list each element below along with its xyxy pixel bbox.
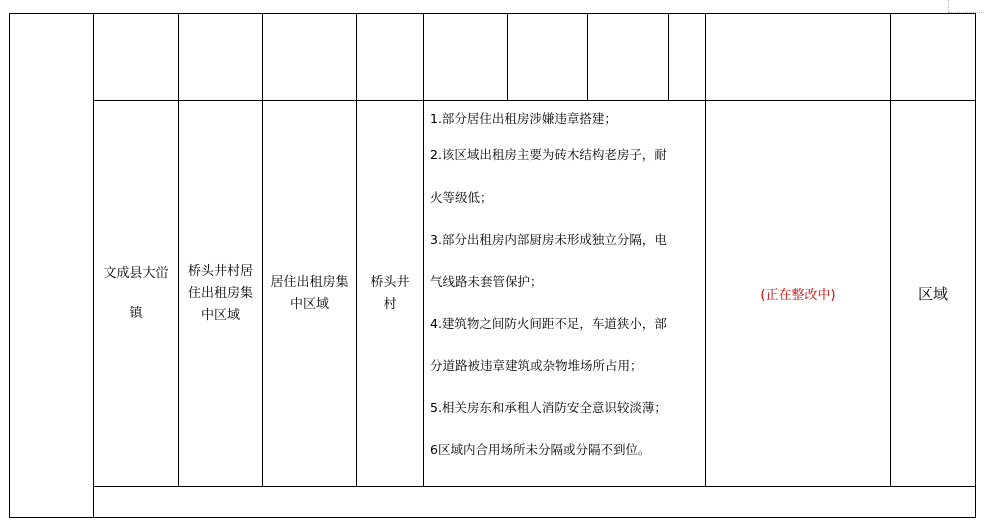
issue-line: 分道路被违章建筑或杂物堆场所占用； (430, 358, 643, 373)
table-cell (891, 14, 976, 101)
table-cell (94, 14, 179, 101)
table-row-empty-top (10, 14, 976, 101)
town-text: 文成县大峃镇 (103, 265, 169, 321)
village-cell (357, 101, 424, 487)
status-text: (正在整改中) (760, 288, 836, 303)
village-text: 桥头井村 (370, 274, 410, 312)
table-cell (424, 14, 508, 101)
area-type-text: 居住出租房集中区域 (270, 274, 349, 312)
table-row-empty-bottom (10, 487, 976, 518)
issue-line: 6区域内合用场所未分隔或分隔不到位。 (430, 442, 651, 457)
table-row-data (10, 101, 976, 487)
area-name-text: 桥头井村居住出租房集中区域 (187, 263, 253, 323)
table-cell (179, 14, 263, 101)
table-cell (508, 14, 588, 101)
issue-line: 3.部分出租房内部厨房未形成独立分隔，电 (430, 232, 667, 247)
issue-line: 1.部分居住出租房涉嫌违章搭建； (430, 111, 617, 126)
table-cell (588, 14, 669, 101)
table-cell (706, 14, 891, 101)
issue-line: 2.该区域出租房主要为砖木结构老房子，耐 (430, 147, 667, 162)
area-type-cell (263, 101, 357, 487)
issue-line: 气线路未套管保护； (430, 274, 543, 289)
scope-cell (891, 101, 976, 487)
issues-cell (424, 101, 706, 487)
status-cell (706, 101, 891, 487)
table-cell (669, 14, 706, 101)
page-margin-marker-vertical (948, 0, 949, 12)
table-cell (94, 487, 976, 518)
issue-line: 5.相关房东和承租人消防安全意识较淡薄； (430, 400, 667, 415)
table-cell (357, 14, 424, 101)
scope-text: 区域 (917, 285, 948, 303)
left-merged-cell (10, 14, 94, 518)
issue-line: 火等级低； (430, 190, 493, 205)
issue-line: 4.建筑物之间防火间距不足，车道狭小，部 (430, 316, 667, 331)
table-cell (263, 14, 357, 101)
town-cell (94, 101, 179, 487)
area-name-cell (179, 101, 263, 487)
hazard-table (9, 13, 976, 518)
